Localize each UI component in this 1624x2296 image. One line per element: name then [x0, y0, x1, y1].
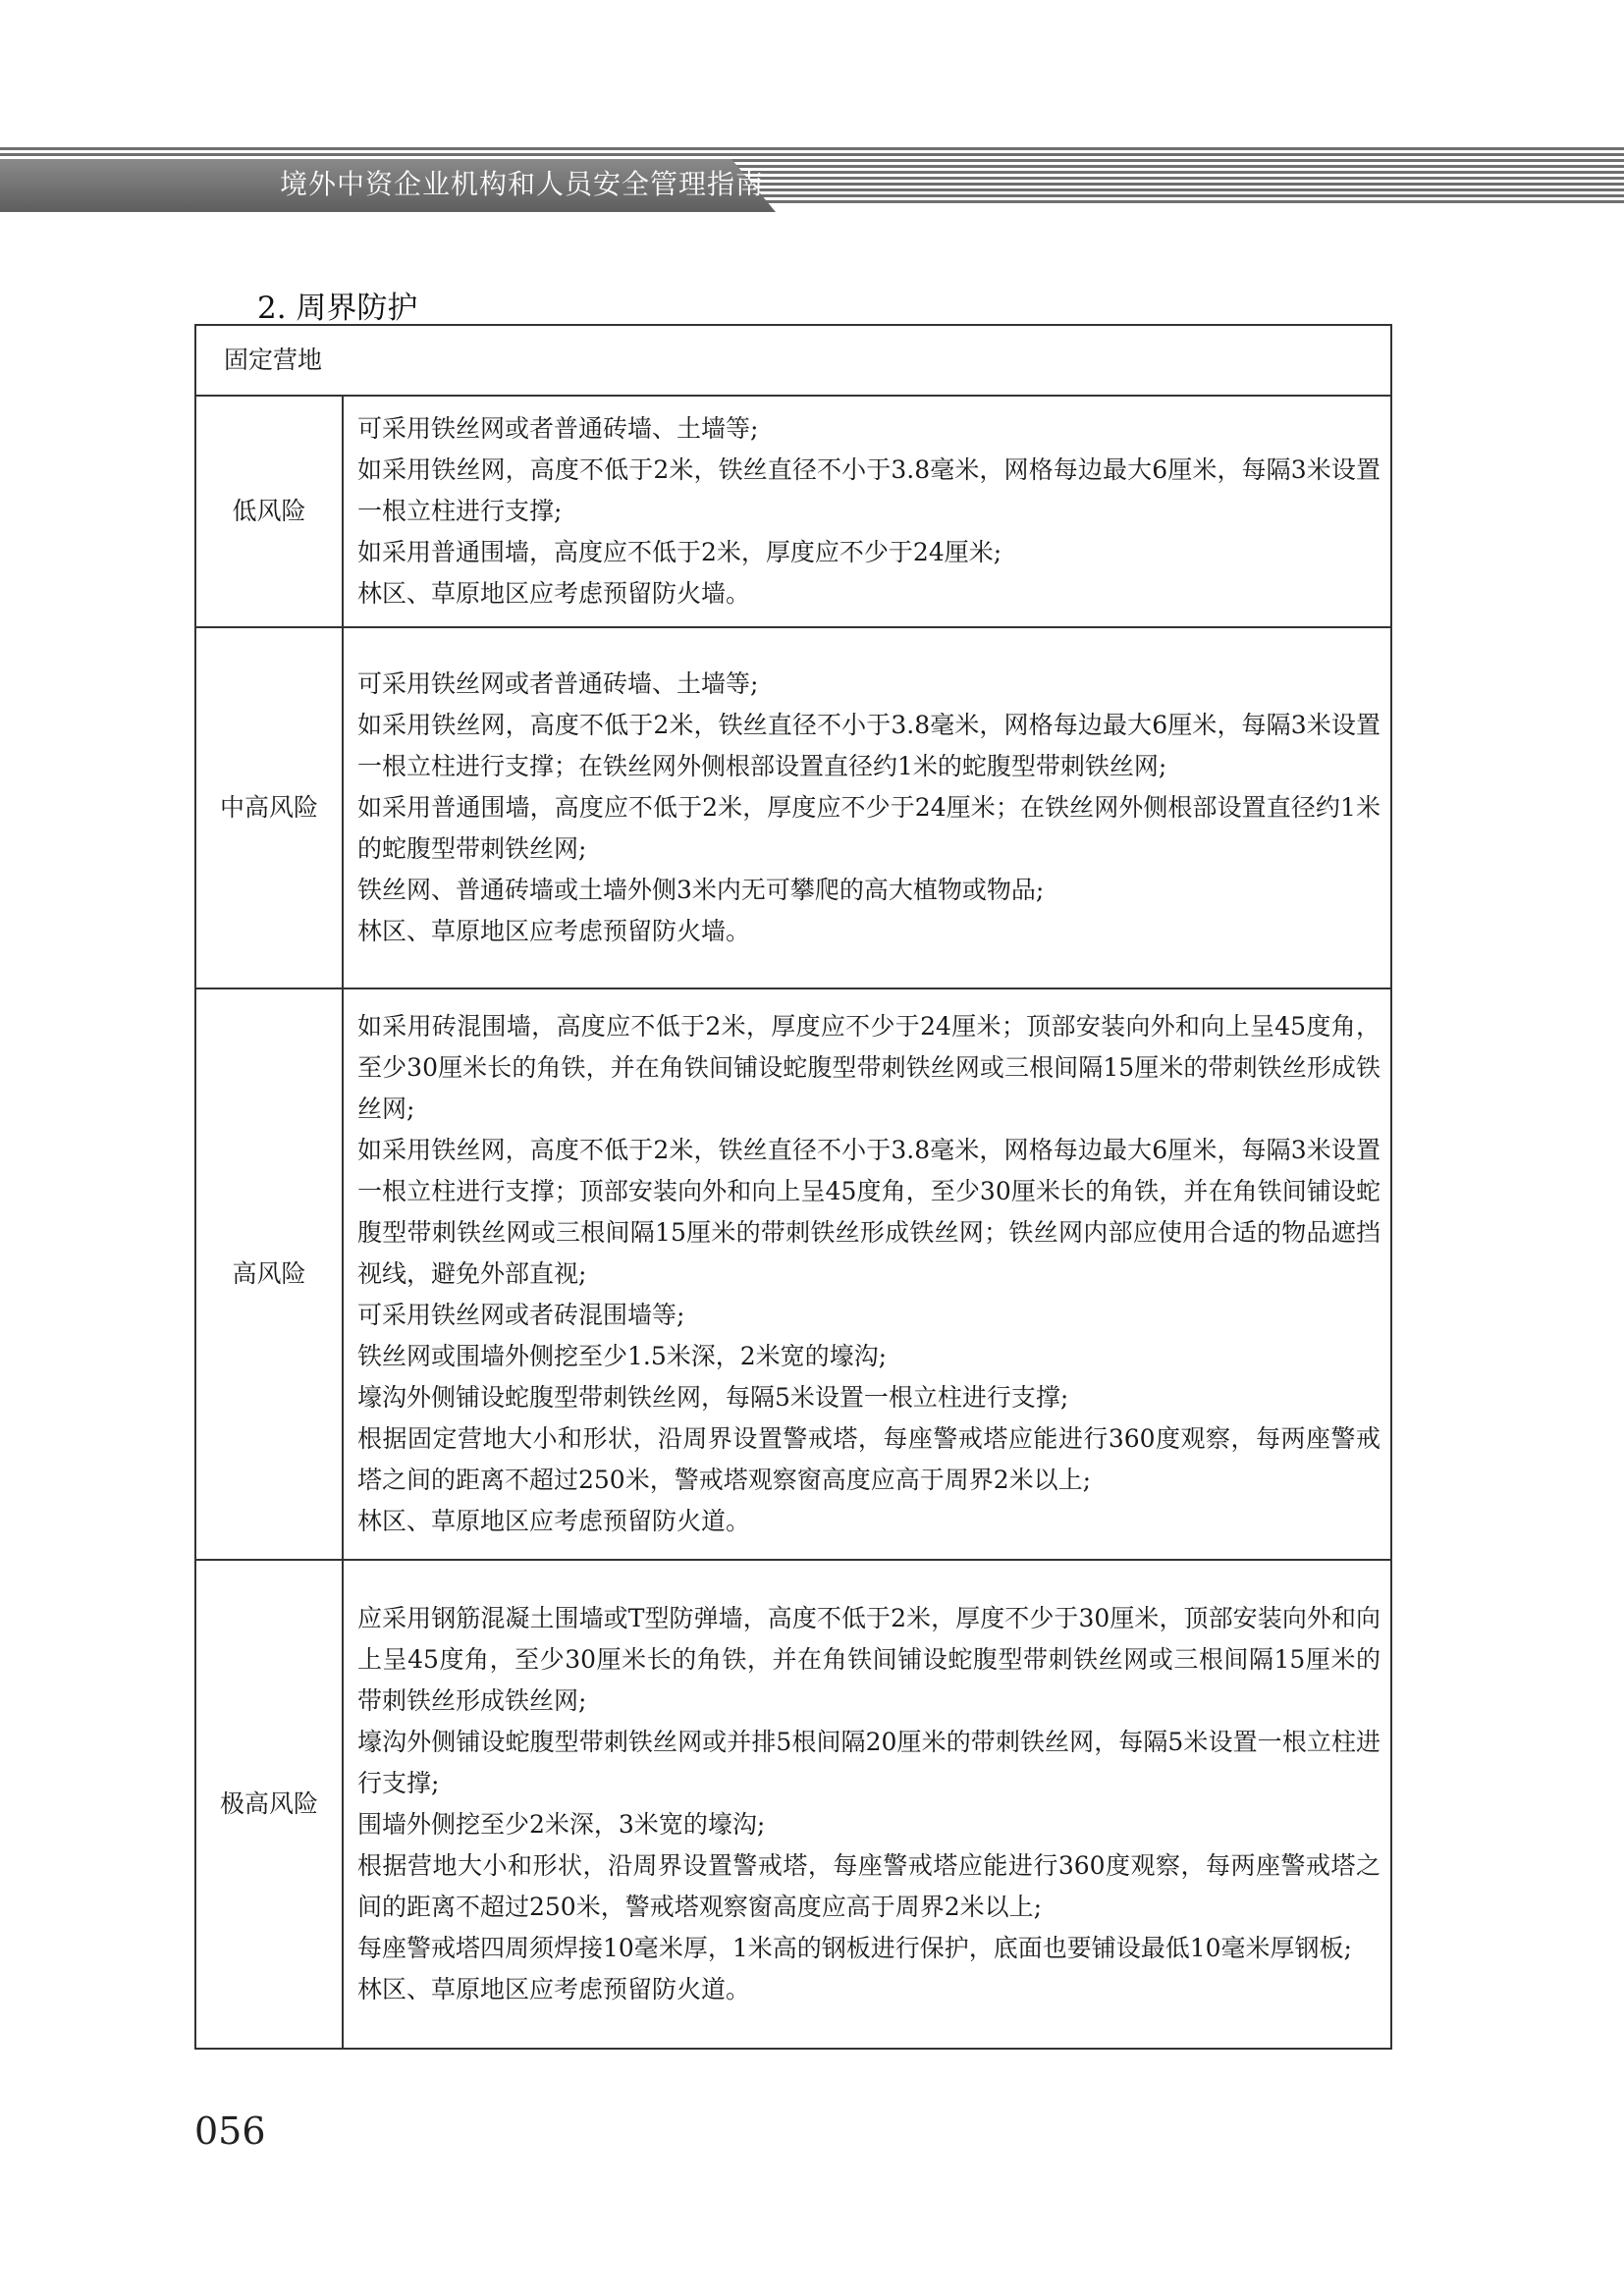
measure-line: 如采用普通围墙，高度应不低于2米，厚度应不少于24厘米; — [357, 538, 1002, 566]
measure-line: 根据固定营地大小和形状，沿周界设置警戒塔，每座警戒塔应能进行360度观察，每两座警戒塔之间的距离不超过250米，警戒塔观察窗高度应高于周界2米以上; — [357, 1424, 1381, 1494]
measure-line: 可采用铁丝网或者砖混围墙等; — [357, 1301, 685, 1329]
table-row-low-risk — [195, 396, 1391, 627]
camp-type-header: 固定营地 — [195, 325, 1391, 396]
risk-level-label: 低风险 — [195, 396, 343, 627]
measure-line: 可采用铁丝网或者普通砖墙、土墙等; — [357, 414, 759, 443]
risk-measures — [343, 988, 1391, 1560]
measure-line: 根据营地大小和形状，沿周界设置警戒塔，每座警戒塔应能进行360度观察，每两座警戒塔之间的距离不超过250米，警戒塔观察窗高度应高于周界2米以上; — [357, 1851, 1381, 1921]
measure-line: 应采用钢筋混凝土围墙或T型防弹墙，高度不低于2米，厚度不少于30厘米，顶部安装向外和向上呈45度角，至少30厘米长的角铁，并在角铁间铺设蛇腹型带刺铁丝网或三根间隔15厘米的带刺铁丝形成铁丝网; — [357, 1604, 1381, 1715]
measure-line: 如采用砖混围墙，高度应不低于2米，厚度应不少于24厘米；顶部安装向外和向上呈45度角，至少30厘米长的角铁，并在角铁间铺设蛇腹型带刺铁丝网或三根间隔15厘米的带刺铁丝形成铁丝网; — [357, 1012, 1381, 1123]
risk-level-label: 极高风险 — [195, 1560, 343, 2049]
measure-line: 可采用铁丝网或者普通砖墙、土墙等; — [357, 669, 759, 698]
section-title: 2. 周界防护 — [257, 291, 418, 326]
measure-line: 林区、草原地区应考虑预留防火道。 — [357, 1507, 751, 1535]
measure-line: 林区、草原地区应考虑预留防火墙。 — [357, 917, 751, 945]
measure-line: 铁丝网、普通砖墙或土墙外侧3米内无可攀爬的高大植物或物品; — [357, 876, 1045, 904]
risk-level-label: 高风险 — [195, 988, 343, 1560]
measure-line: 林区、草原地区应考虑预留防火墙。 — [357, 579, 751, 608]
risk-measures — [343, 1560, 1391, 2049]
measure-line: 如采用普通围墙，高度应不低于2米，厚度应不少于24厘米；在铁丝网外侧根部设置直径约1米的蛇腹型带刺铁丝网; — [357, 793, 1381, 863]
table-header-row — [195, 325, 1391, 396]
measure-line: 每座警戒塔四周须焊接10毫米厚，1米高的钢板进行保护，底面也要铺设最低10毫米厚钢板; — [357, 1934, 1352, 1962]
measure-line: 如采用铁丝网，高度不低于2米，铁丝直径不小于3.8毫米，网格每边最大6厘米，每隔3米设置一根立柱进行支撑; — [357, 455, 1381, 525]
risk-measures — [343, 627, 1391, 988]
perimeter-protection-table — [194, 324, 1392, 2050]
measure-line: 林区、草原地区应考虑预留防火道。 — [357, 1975, 751, 2003]
risk-level-label: 中高风险 — [195, 627, 343, 988]
measure-line: 如采用铁丝网，高度不低于2米，铁丝直径不小于3.8毫米，网格每边最大6厘米，每隔3米设置一根立柱进行支撑；顶部安装向外和向上呈45度角，至少30厘米长的角铁，并在角铁间铺设蛇腹型带刺铁丝网或三根间隔15厘米的带刺铁丝形成铁丝网；铁丝网内部应使用合适的物品遮挡视线，避免外部直视; — [357, 1136, 1381, 1288]
page-number: 056 — [194, 2109, 266, 2153]
table-row-medium-high-risk — [195, 627, 1391, 988]
running-header-title: 境外中资企业机构和人员安全管理指南 — [280, 168, 765, 200]
measure-line: 铁丝网或围墙外侧挖至少1.5米深，2米宽的壕沟; — [357, 1342, 888, 1370]
table-row-high-risk — [195, 988, 1391, 1560]
measure-line: 壕沟外侧铺设蛇腹型带刺铁丝网，每隔5米设置一根立柱进行支撑; — [357, 1383, 1069, 1412]
measure-line: 壕沟外侧铺设蛇腹型带刺铁丝网或并排5根间隔20厘米的带刺铁丝网，每隔5米设置一根立柱进行支撑; — [357, 1728, 1381, 1797]
measure-line: 如采用铁丝网，高度不低于2米，铁丝直径不小于3.8毫米，网格每边最大6厘米，每隔3米设置一根立柱进行支撑；在铁丝网外侧根部设置直径约1米的蛇腹型带刺铁丝网; — [357, 711, 1381, 780]
measure-line: 围墙外侧挖至少2米深，3米宽的壕沟; — [357, 1810, 766, 1839]
risk-measures — [343, 396, 1391, 627]
table-row-extreme-risk — [195, 1560, 1391, 2049]
